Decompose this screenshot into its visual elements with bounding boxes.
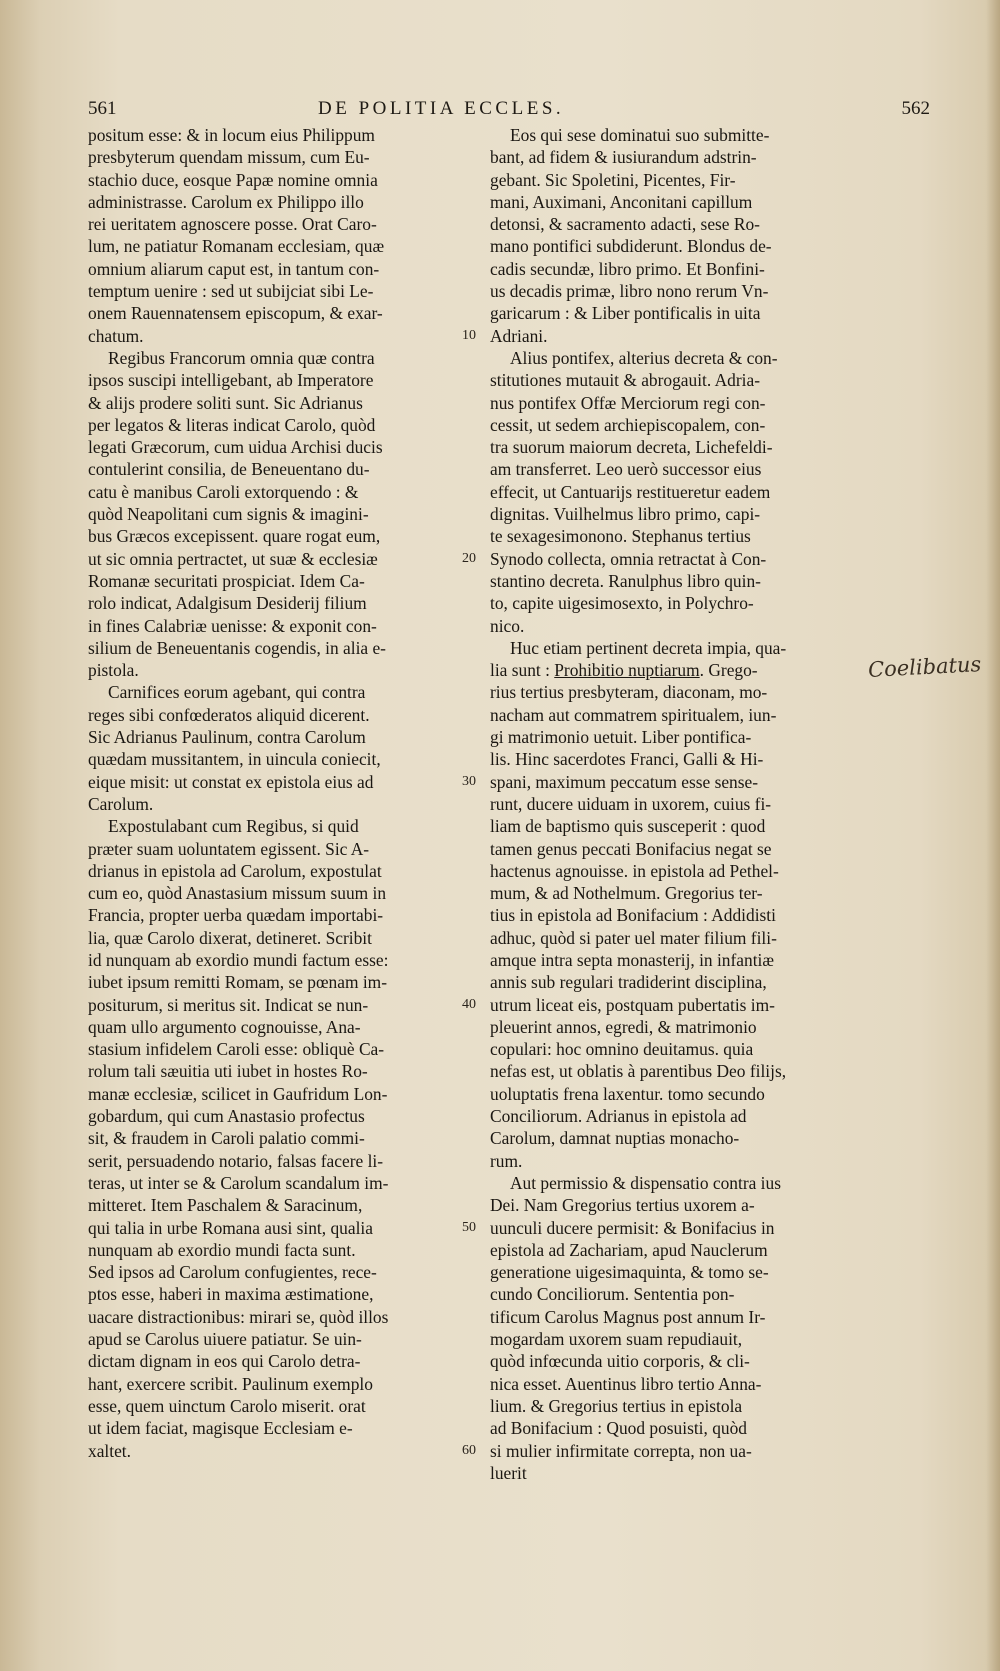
- left-column-line: legati Græcorum, cum uidua Archisi ducis: [88, 437, 383, 458]
- right-column-line: to, capite uigesimosexto, in Polychro-: [490, 593, 754, 614]
- right-column-line: mum, & ad Nothelmum. Gregorius ter-: [490, 883, 763, 904]
- right-column-line: annis sub regulari tradiderint disciplina,: [490, 972, 767, 993]
- left-column-line: lum, ne patiatur Romanam ecclesiam, quæ: [88, 236, 385, 257]
- right-column-line: dignitas. Vuilhelmus libro primo, capi-: [490, 504, 761, 525]
- right-column-line: uoluptatis frena laxentur. tomo secundo: [490, 1083, 765, 1104]
- right-column-line: Adriani.: [490, 325, 548, 346]
- page-number-right: 562: [901, 98, 930, 119]
- left-column-line: uacare distractionibus: mirari se, quòd illos: [88, 1306, 389, 1327]
- left-column-line: rolo indicat, Adalgisum Desiderij filium: [88, 593, 367, 614]
- right-column-line: tificum Carolus Magnus post annum Ir-: [490, 1306, 766, 1327]
- left-column-line: ipsos suscipi intelligebant, ab Imperatore: [88, 370, 374, 391]
- right-column-line: detonsi, & sacramento adacti, sese Ro-: [490, 214, 760, 235]
- left-text-column: [88, 124, 460, 1462]
- left-column-line: rolum tali sæuitia uti iubet in hostes Ro-: [88, 1061, 368, 1082]
- left-column-line: quòd Neapolitani cum signis & imagini-: [88, 504, 369, 525]
- left-column-line: ptos esse, haberi in maxima æstimatione,: [88, 1284, 374, 1305]
- left-column-line: catu è manibus Caroli extorquendo : &: [88, 481, 359, 502]
- left-column-line: dictam dignam in eos qui Carolo detra-: [88, 1351, 361, 1372]
- line-number: 50: [462, 1219, 476, 1235]
- right-column-line: te sexagesimonono. Stephanus tertius: [490, 526, 751, 547]
- underlined-phrase: Prohibitio nuptiarum: [554, 660, 700, 681]
- right-column-line: mogardam uxorem suam repudiauit,: [490, 1329, 743, 1350]
- left-column-line: per legatos & literas indicat Carolo, quòd: [88, 414, 376, 435]
- right-column-line: epistola ad Zachariam, apud Nauclerum: [490, 1239, 768, 1260]
- left-column-line: Carolum.: [88, 793, 154, 814]
- right-column-line: nico.: [490, 615, 525, 636]
- left-column-line: quam ullo argumento cognouisse, Ana-: [88, 1016, 361, 1037]
- left-column-line: iubet ipsum remitti Romam, se pœnam im-: [88, 972, 387, 993]
- left-column-line: eique misit: ut constat ex epistola eius ad: [88, 771, 374, 792]
- right-column-line: amque intra septa monasterij, in infantiæ: [490, 949, 774, 970]
- right-column-line: adhuc, quòd si pater uel mater filium fili-: [490, 927, 777, 948]
- right-column-line: Eos qui sese dominatui suo submitte-: [510, 125, 770, 145]
- left-column-line: stachio duce, eosque Papæ nomine omnia: [88, 169, 378, 190]
- left-column-line: id nunquam ab exordio mundi factum esse:: [88, 949, 389, 970]
- left-column-line: positurum, si meritus sit. Indicat se nun-: [88, 994, 369, 1015]
- line-number: 30: [462, 773, 476, 789]
- line-number: 20: [462, 550, 476, 566]
- right-column-line: luerit: [490, 1462, 527, 1483]
- right-column-line: ad Bonifacium : Quod posuisti, quòd: [490, 1418, 747, 1439]
- left-column-line: mitteret. Item Paschalem & Saracinum,: [88, 1195, 363, 1216]
- left-column-line: Sed ipsos ad Carolum confugientes, rece-: [88, 1262, 377, 1283]
- right-column-line: Conciliorum. Adrianus in epistola ad: [490, 1106, 747, 1127]
- right-column-line: Aut permissio & dispensatio contra ius: [510, 1172, 781, 1193]
- left-column-line: stasium infidelem Caroli esse: obliquè Ca-: [88, 1039, 385, 1060]
- left-column-line: qui talia in urbe Romana ausi sint, qualia: [88, 1217, 373, 1238]
- right-column-line: si mulier infirmitate correpta, non ua-: [490, 1440, 752, 1461]
- left-column-line: silium de Beneuentanis cogendis, in alia e-: [88, 637, 386, 658]
- left-column-line: teras, ut inter se & Carolum scandalum im-: [88, 1172, 389, 1193]
- right-column-line: mano pontifici subdiderunt. Blondus de-: [490, 236, 772, 257]
- right-column-line: nus pontifex Offæ Merciorum regi con-: [490, 392, 766, 413]
- left-column-line: onem Rauennatensem episcopum, & exar-: [88, 303, 383, 324]
- right-column-line: gebant. Sic Spoletini, Picentes, Fir-: [490, 169, 736, 190]
- left-column-line: xaltet.: [88, 1440, 131, 1461]
- left-column-line: Carnifices eorum agebant, qui contra: [108, 682, 366, 703]
- right-column-line: us decadis primæ, libro nono rerum Vn-: [490, 281, 769, 302]
- left-column-line: presbyterum quendam missum, cum Eu-: [88, 147, 370, 168]
- right-column-line: rius tertius presbyteram, diaconam, mo-: [490, 682, 768, 703]
- right-column-line: cadis secundæ, libro primo. Et Bonfini-: [490, 258, 765, 279]
- marginal-handwritten-note: Coelibatus: [867, 652, 982, 682]
- left-column-line: & alijs prodere soliti sunt. Sic Adrianus: [88, 392, 363, 413]
- right-column-line: Carolum, damnat nuptias monacho-: [490, 1128, 740, 1149]
- left-column-line: lia, quæ Carolo dixerat, detineret. Scribit: [88, 927, 372, 948]
- left-column-line: gobardum, qui cum Anastasio profectus: [88, 1106, 365, 1127]
- left-column-line: pistola.: [88, 660, 139, 681]
- right-column-line: uunculi ducere permisit: & Bonifacius in: [490, 1217, 775, 1238]
- right-column-line: gi matrimonio uetuit. Liber pontifica-: [490, 727, 752, 748]
- left-column-line: rei ueritatem agnoscere posse. Orat Caro-: [88, 214, 377, 235]
- right-column-line: garicarum : & Liber pontificalis in uita: [490, 303, 761, 324]
- right-column-line: lis. Hinc sacerdotes Franci, Galli & Hi-: [490, 749, 764, 770]
- right-column-line: nacham aut commatrem spiritualem, iun-: [490, 704, 777, 725]
- left-column-line: ut idem faciat, magisque Ecclesiam e-: [88, 1418, 353, 1439]
- left-column-line: bus Græcos excepissent. quare rogat eum,: [88, 526, 381, 547]
- right-column-line: mani, Auximani, Anconitani capillum: [490, 191, 753, 212]
- left-column-line: apud se Carolus uiuere patiatur. Se uin-: [88, 1329, 362, 1350]
- line-number: 40: [462, 996, 476, 1012]
- left-column-line: contulerint consilia, de Beneuentano du-: [88, 459, 370, 480]
- right-column-line: runt, ducere uiduam in uxorem, cuius fi-: [490, 793, 772, 814]
- left-column-line: in fines Calabriæ uenisse: & exponit con-: [88, 615, 377, 636]
- left-column-line: manæ ecclesiæ, scilicet in Gaufridum Lon-: [88, 1083, 388, 1104]
- left-column-line: præter suam uoluntatem egissent. Sic A-: [88, 838, 370, 859]
- right-column-line: nica esset. Auentinus libro tertio Anna-: [490, 1373, 762, 1394]
- left-column-line: reges sibi confœderatos aliquid dicerent.: [88, 704, 370, 725]
- right-column-line: nefas est, ut oblatis à parentibus Deo filijs,: [490, 1061, 787, 1082]
- right-column-line: quòd infœcunda uitio corporis, & cli-: [490, 1351, 750, 1372]
- left-column-line: nunquam ab exordio mundi facta sunt.: [88, 1239, 356, 1260]
- right-column-line: Alius pontifex, alterius decreta & con-: [510, 347, 778, 368]
- line-number: 60: [462, 1442, 476, 1458]
- right-column-line: spani, maximum peccatum esse sense-: [490, 771, 759, 792]
- right-column-line: effecit, ut Cantuarijs restitueretur eadem: [490, 481, 771, 502]
- right-column-line: copulari: hoc omnino deuitamus. quia: [490, 1039, 754, 1060]
- right-column-line: Synodo collecta, omnia retractat à Con-: [490, 548, 767, 569]
- right-column-line: generatione uigesimaquinta, & tomo se-: [490, 1262, 769, 1283]
- right-column-line: tra suorum maiorum decreta, Lichefeldi-: [490, 437, 773, 458]
- left-column-line: Francia, propter uerba quædam importabi-: [88, 905, 384, 926]
- left-column-line: drianus in epistola ad Carolum, expostulat: [88, 860, 382, 881]
- left-column-line: serit, persuadendo notario, falsas facere li-: [88, 1150, 384, 1171]
- left-column-line: temptum uenire : sed ut subijciat sibi Le-: [88, 281, 374, 302]
- right-column-line: stitutiones mutauit & abrogauit. Adria-: [490, 370, 760, 391]
- right-column-line: rum.: [490, 1150, 523, 1171]
- right-text-column: [490, 124, 840, 1484]
- right-column-line: cessit, ut sedem archiepiscopalem, con-: [490, 414, 766, 435]
- left-column-line: Sic Adrianus Paulinum, contra Carolum: [88, 727, 366, 748]
- left-column-line: quædam mussitantem, in uincula coniecit,: [88, 749, 381, 770]
- right-column-line: utrum liceat eis, postquam pubertatis im-: [490, 994, 775, 1015]
- left-column-line: chatum.: [88, 325, 144, 346]
- right-column-line: lium. & Gregorius tertius in epistola: [490, 1395, 743, 1416]
- right-column-line: stantino decreta. Ranulphus libro quin-: [490, 570, 761, 591]
- left-column-line: Romanæ securitati prospiciat. Idem Ca-: [88, 570, 365, 591]
- page-number-left: 561: [88, 98, 117, 119]
- left-column-line: Expostulabant cum Regibus, si quid: [108, 816, 359, 837]
- left-column-line: positum esse: & in locum eius Philippum: [88, 125, 375, 145]
- line-number: 10: [462, 327, 476, 343]
- left-column-line: Regibus Francorum omnia quæ contra: [108, 347, 375, 368]
- right-column-line: am transferret. Leo uerò successor eius: [490, 459, 762, 480]
- left-column-line: cum eo, quòd Anastasium missum suum in: [88, 883, 387, 904]
- left-column-line: administrasse. Carolum ex Philippo illo: [88, 191, 364, 212]
- left-column-line: sit, & fraudem in Caroli palatio commi-: [88, 1128, 365, 1149]
- right-column-line: hactenus agnouisse. in epistola ad Pethel-: [490, 860, 779, 881]
- left-column-line: omnium aliarum caput est, in tantum con-: [88, 258, 380, 279]
- left-column-line: hant, exercere scribit. Paulinum exemplo: [88, 1373, 373, 1394]
- right-column-line: Dei. Nam Gregorius tertius uxorem a-: [490, 1195, 755, 1216]
- right-column-line: liam de baptismo quis susceperit : quod: [490, 816, 766, 837]
- running-head: [88, 98, 930, 124]
- right-column-line: Huc etiam pertinent decreta impia, qua-: [510, 637, 787, 658]
- right-column-line: tius in epistola ad Bonifacium : Addidisti: [490, 905, 776, 926]
- right-column-line: pleuerint annos, egredi, & matrimonio: [490, 1016, 757, 1037]
- right-column-line: cundo Conciliorum. Sententia pon-: [490, 1284, 735, 1305]
- right-column-line: lia sunt : Prohibitio nuptiarum. Grego-: [490, 660, 758, 681]
- left-column-line: esse, quem uinctum Carolo miserit. orat: [88, 1395, 366, 1416]
- running-title: DE POLITIA ECCLES.: [318, 98, 565, 119]
- left-column-line: ut sic omnia pertractet, ut suæ & ecclesiæ: [88, 548, 378, 569]
- right-column-line: tamen genus peccati Bonifacius negat se: [490, 838, 772, 859]
- right-column-line: bant, ad fidem & iusiurandum adstrin-: [490, 147, 757, 168]
